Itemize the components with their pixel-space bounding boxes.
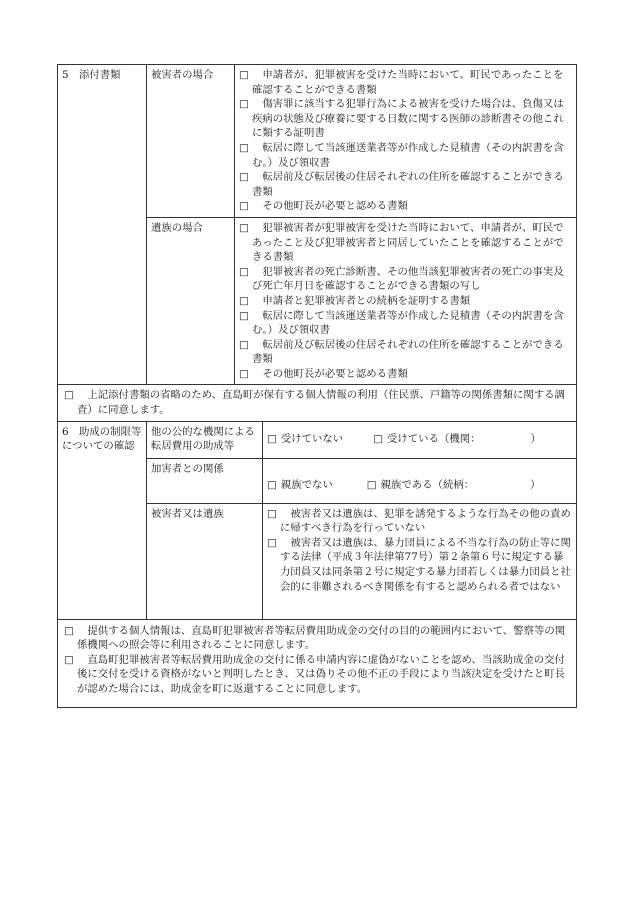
bereaved-doc-item[interactable]: □ 転居に際して当該運送業者等が作成した見積書（その内訳書を含む。）及び領収書: [239, 309, 564, 337]
bereaved-doc-item[interactable]: □ 転居前及び転居後の住居それぞれの住所を確認することができる書類: [239, 338, 564, 366]
victim-or-bereaved-list: [263, 504, 576, 619]
victim-condition-item[interactable]: □ 被害者又は遺族は、暴力団員による不当な行為の防止等に関する法律（平成３年法律第77号）第２条第６号に規定する暴力団員又は同条第２号に規定する暴力団若しくは暴力団員と社会的に非難されるべき関係を有すると認められる者ではない: [267, 536, 571, 593]
consent-item-police-inquiry[interactable]: □ 提供する個人情報は、直島町犯罪被害者等転居費用助成金の交付の目的の範囲内において、警察等の関係機関への照会等に利用されることに同意します。: [64, 624, 566, 652]
bereaved-case-row: [147, 218, 576, 385]
bereaved-doc-item[interactable]: □ 申請者と犯罪被害者との続柄を証明する書類: [239, 294, 471, 307]
public-aid-label: 他の公的な機関による転居費用の助成等: [147, 422, 263, 458]
bereaved-docs-list: [235, 218, 576, 385]
final-consent-list: [58, 620, 576, 707]
victim-doc-item[interactable]: □ その他町長が必要と認める書類: [239, 200, 408, 213]
victim-or-bereaved-label: 被害者又は遺族: [147, 504, 263, 619]
consent-info-row: [58, 385, 576, 421]
consent-item-refund[interactable]: □ 直島町犯罪被害者等転居費用助成金の交付に係る申請内容に虚偽がないことを認め、当該助成金の交付後に交付を受ける資格がないと判明したとき、又は偽りその他不正の手段により当該決定を受けたと町長が認めた場合には、助成金を町に返還することに同意します。: [64, 653, 565, 696]
section-6-row: [58, 422, 576, 620]
section-5-label: 5 添付書類: [58, 65, 147, 384]
checkbox-icon[interactable]: □: [239, 69, 249, 81]
section-5-row: [58, 65, 576, 385]
bereaved-doc-item[interactable]: □ その他町長が必要と認める書類: [239, 367, 408, 380]
victim-doc-item[interactable]: □ 申請者が、犯罪被害を受けた当時において、町民であったことを確認することができる書類: [239, 69, 564, 96]
checkbox-icon[interactable]: □: [239, 294, 249, 307]
consent-info-item[interactable]: [58, 385, 576, 420]
checkbox-icon[interactable]: □: [239, 338, 249, 351]
checkbox-icon[interactable]: □: [239, 171, 249, 184]
checkbox-icon[interactable]: □: [267, 433, 277, 446]
victim-doc-item[interactable]: □ 転居に際して当該運送業者等が作成した見積書（その内訳書を含む。）及び領収書: [239, 141, 564, 169]
bereaved-doc-item[interactable]: □ 犯罪被害者の死亡診断書、その他当該犯罪被害者の死亡の事実及び死亡年月日を確認することができる書類の写し: [239, 265, 564, 293]
checkbox-icon[interactable]: □: [239, 265, 249, 278]
perpetrator-not-relative: 親族でない: [280, 478, 333, 491]
perpetrator-options: □ 親族でない □ 親族である（続柄： ）: [267, 478, 541, 491]
checkbox-icon[interactable]: □: [64, 624, 74, 637]
checkbox-icon[interactable]: □: [64, 653, 74, 666]
bereaved-case-label: 遺族の場合: [147, 218, 235, 385]
checkbox-icon[interactable]: □: [239, 141, 249, 154]
victim-doc-item[interactable]: □ 傷害罪に該当する犯罪行為による被害を受けた場合は、負傷又は疾病の状態及び療養に要する日数に関する医師の診断書その他これに類する証明書: [239, 98, 564, 140]
checkbox-icon[interactable]: □: [267, 478, 277, 491]
victim-doc-item[interactable]: □ 転居前及び転居後の住居それぞれの住所を確認することができる書類: [239, 171, 564, 198]
final-consent-row: [58, 620, 576, 707]
victim-docs-list: [235, 65, 576, 217]
checkbox-icon[interactable]: □: [239, 221, 249, 234]
checkbox-icon[interactable]: □: [239, 309, 249, 322]
checkbox-icon[interactable]: □: [239, 367, 249, 380]
section-6-label: 6 助成の制限等についての確認: [58, 422, 147, 619]
perpetrator-row: [147, 459, 576, 504]
checkbox-icon[interactable]: □: [239, 200, 249, 213]
checkbox-icon[interactable]: □: [239, 98, 249, 111]
checkbox-icon[interactable]: □: [267, 507, 277, 520]
checkbox-icon[interactable]: □: [373, 433, 383, 446]
checkbox-icon[interactable]: □: [366, 478, 377, 491]
public-aid-row: [147, 422, 576, 459]
perpetrator-label: 加害者との関係: [147, 459, 263, 503]
victim-or-bereaved-row: [147, 504, 576, 619]
public-aid-yes: 受けている（機関：: [387, 433, 481, 446]
victim-condition-item[interactable]: □ 被害者又は遺族は、犯罪を誘発するような行為その他の責めに帰すべき行為を行っていない: [267, 507, 571, 535]
checkbox-icon[interactable]: □: [64, 389, 74, 402]
public-aid-options: □ 受けていない □ 受けている（機関： ）: [267, 433, 541, 446]
consent-info-text: 上記添付書類の省略のため、直島町が保有する個人情報の利用（住民票、戸籍等の関係書類に関する調査）に同意します。: [77, 389, 565, 417]
bereaved-doc-item[interactable]: □ 犯罪被害者が犯罪被害を受けた当時において、申請者が、町民であったこと及び犯罪被害者と同居していたことを確認することができる書類: [239, 221, 564, 264]
victim-case-row: [147, 65, 576, 218]
victim-case-label: 被害者の場合: [147, 65, 235, 217]
perpetrator-relative: 親族である（続柄：: [380, 478, 475, 491]
checkbox-icon[interactable]: □: [267, 536, 277, 549]
public-aid-no: 受けていない: [280, 433, 344, 446]
application-form-table: [57, 64, 577, 708]
